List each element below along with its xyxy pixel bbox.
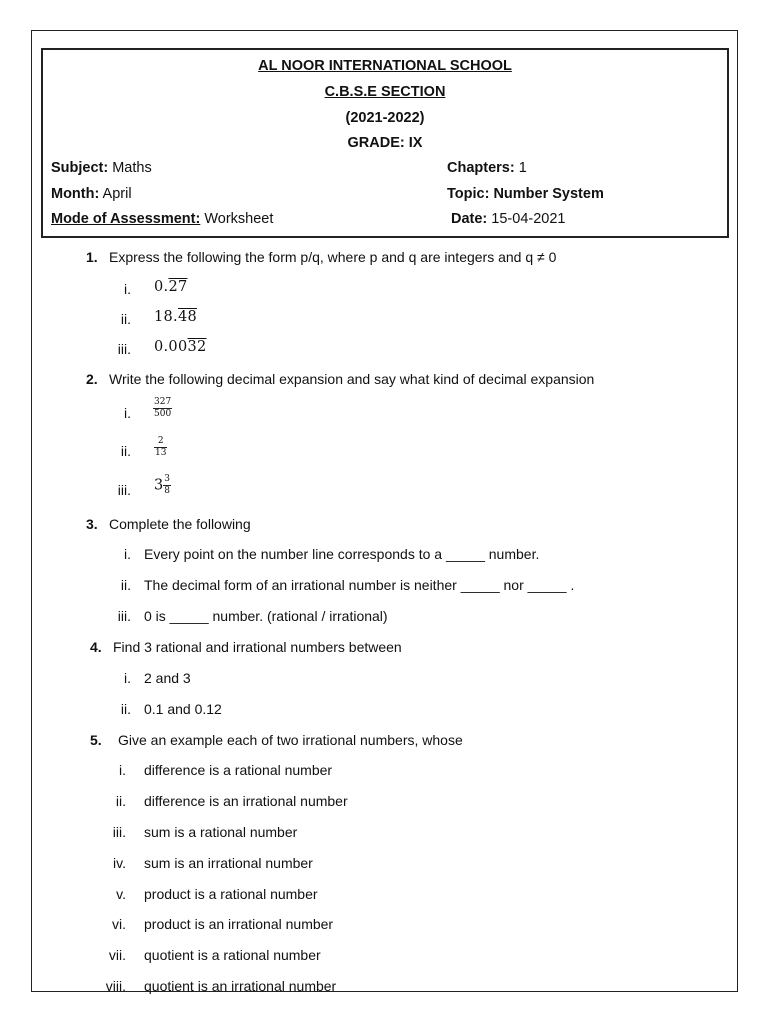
fraction-item xyxy=(154,436,167,459)
roman-numeral: vi. xyxy=(112,916,126,932)
subject-value: Maths xyxy=(108,160,152,176)
roman-numeral: ii. xyxy=(120,577,131,593)
roman-numeral: i. xyxy=(124,281,131,297)
topic-label: Topic: Number System xyxy=(447,186,604,202)
recurring-decimal xyxy=(154,279,188,295)
roman-numeral: ii. xyxy=(120,701,131,717)
mixed-fraction-item xyxy=(154,474,171,497)
question-text: Express the following the form p/q, where p and q are integers and q ≠ 0 xyxy=(109,249,557,265)
fraction xyxy=(163,474,171,497)
question-1 xyxy=(86,249,556,265)
question-text: Complete the following xyxy=(109,516,251,532)
question-3 xyxy=(86,516,251,532)
chapters-value: 1 xyxy=(514,160,527,176)
numerator: 327 xyxy=(154,397,172,407)
sub-item-text: 0 is _____ number. (rational / irrational) xyxy=(144,608,388,624)
fraction xyxy=(154,436,167,459)
question-text: Give an example each of two irrational numbers, whose xyxy=(118,732,463,748)
chapters-row xyxy=(447,160,527,176)
recurring-decimal xyxy=(154,339,207,355)
whole-number: 3 xyxy=(154,477,164,494)
denominator: 500 xyxy=(154,409,172,419)
roman-numeral: iii. xyxy=(117,341,131,357)
numerator: 3 xyxy=(164,474,170,484)
roman-numeral: iii. xyxy=(117,482,131,498)
repeating-digits: 27 xyxy=(168,279,188,295)
roman-numeral: ii. xyxy=(120,443,131,459)
chapters-label: Chapters: xyxy=(447,160,515,176)
date-value: 15-04-2021 xyxy=(487,211,566,227)
repeating-digits: 32 xyxy=(187,339,207,355)
page-bottom-border xyxy=(31,991,738,992)
sub-item-text: 0.1 and 0.12 xyxy=(144,701,222,717)
sub-item-text: Every point on the number line corresponds to a _____ number. xyxy=(144,546,540,562)
roman-numeral: i. xyxy=(124,546,131,562)
roman-numeral: i. xyxy=(119,762,126,778)
denominator: 13 xyxy=(155,448,167,458)
recurring-decimal xyxy=(154,309,197,325)
roman-numeral: iii. xyxy=(117,608,131,624)
question-text: Find 3 rational and irrational numbers between xyxy=(113,639,402,655)
numerator: 2 xyxy=(154,436,167,448)
question-number: 3. xyxy=(86,516,98,532)
sub-item-text: quotient is an irrational number xyxy=(144,978,337,994)
roman-numeral: i. xyxy=(124,405,131,421)
sub-item-text: difference is a rational number xyxy=(144,762,333,778)
sub-item-text: 2 and 3 xyxy=(144,670,191,686)
session-year: (2021-2022) xyxy=(345,110,425,126)
sub-item-text: quotient is a rational number xyxy=(144,947,321,963)
roman-numeral: iv. xyxy=(113,855,126,871)
roman-numeral: viii. xyxy=(105,978,126,994)
mode-label: Mode of Assessment: xyxy=(51,211,201,227)
question-text: Write the following decimal expansion and say what kind of decimal expansion xyxy=(109,371,595,387)
mode-row xyxy=(51,211,273,227)
sub-item-text: difference is an irrational number xyxy=(144,793,348,809)
roman-numeral: vii. xyxy=(108,947,126,963)
sub-item-text: sum is an irrational number xyxy=(144,855,313,871)
question-number: 2. xyxy=(86,371,98,387)
mode-value: Worksheet xyxy=(200,211,274,227)
sub-item-text: product is an irrational number xyxy=(144,916,334,932)
roman-numeral: ii. xyxy=(120,311,131,327)
date-label: Date: xyxy=(451,211,488,227)
subject-label: Subject: xyxy=(51,160,109,176)
roman-numeral: i. xyxy=(124,670,131,686)
month-label: Month: xyxy=(51,186,100,202)
question-number: 1. xyxy=(86,249,98,265)
month-row xyxy=(51,186,132,202)
grade-label: GRADE: IX xyxy=(347,135,423,151)
question-number: 4. xyxy=(90,639,102,655)
section-name: C.B.S.E SECTION xyxy=(324,84,446,100)
denominator: 8 xyxy=(164,486,170,496)
fraction xyxy=(153,397,172,420)
question-number: 5. xyxy=(90,732,102,748)
decimal-prefix: 0. xyxy=(154,279,169,295)
roman-numeral: v. xyxy=(116,886,126,902)
sub-item-text: product is a rational number xyxy=(144,886,318,902)
question-5 xyxy=(90,732,463,748)
subject-row xyxy=(51,160,152,176)
date-row xyxy=(451,211,565,227)
school-name: AL NOOR INTERNATIONAL SCHOOL xyxy=(258,58,512,74)
question-2 xyxy=(86,371,594,387)
decimal-prefix: 18. xyxy=(154,309,178,325)
header-box xyxy=(41,48,729,238)
sub-item-text: sum is a rational number xyxy=(144,824,298,840)
repeating-digits: 48 xyxy=(177,309,198,325)
decimal-prefix: 0.00 xyxy=(154,339,188,355)
question-4 xyxy=(90,639,402,655)
month-value: April xyxy=(99,186,132,202)
sub-item-text: The decimal form of an irrational number is neither _____ nor _____ . xyxy=(144,577,575,593)
roman-numeral: ii. xyxy=(115,793,126,809)
roman-numeral: iii. xyxy=(112,824,126,840)
topic-row xyxy=(447,186,604,202)
fraction-item xyxy=(153,397,172,420)
